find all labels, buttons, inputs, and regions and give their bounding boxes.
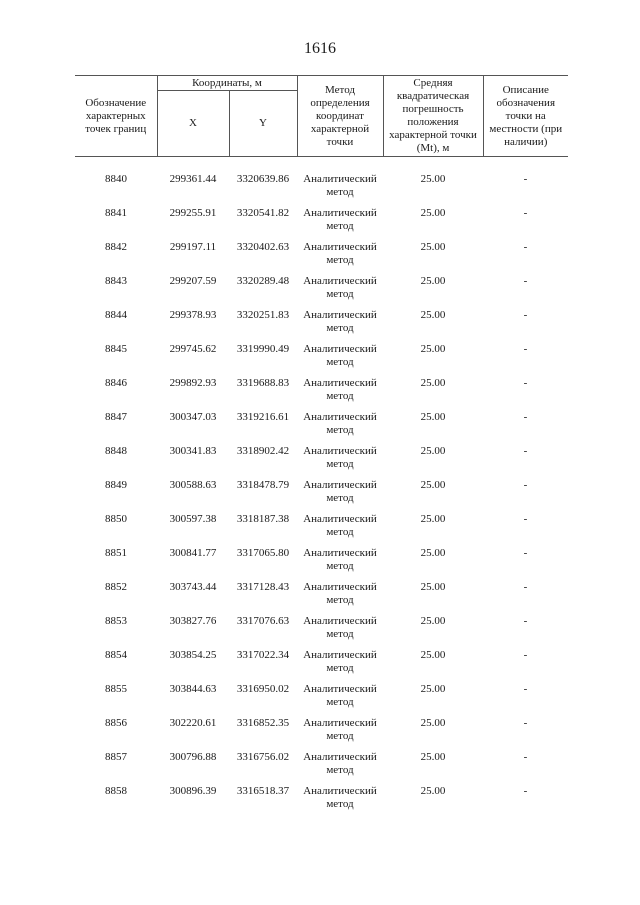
header-y: Y <box>229 91 297 157</box>
cell-point-id: 8849 <box>105 479 127 491</box>
cell-y: 3316756.02 <box>236 751 290 763</box>
cell-description: - <box>523 411 528 423</box>
cell-description: - <box>523 241 528 253</box>
cell-method: Аналитический метод <box>303 683 377 708</box>
table-body <box>75 157 568 820</box>
cell-y: 3318187.38 <box>236 513 290 525</box>
cell-error: 25.00 <box>420 717 446 729</box>
cell-description: - <box>523 309 528 321</box>
table-row <box>75 275 568 309</box>
cell-point-id: 8853 <box>105 615 127 627</box>
cell-method: Аналитический метод <box>303 173 377 198</box>
cell-error: 25.00 <box>420 615 446 627</box>
cell-x: 299892.93 <box>169 377 217 389</box>
table-row <box>75 343 568 377</box>
table-row <box>75 785 568 819</box>
cell-y: 3316852.35 <box>236 717 290 729</box>
cell-point-id: 8847 <box>105 411 127 423</box>
cell-x: 300796.88 <box>169 751 217 763</box>
cell-point-id: 8855 <box>105 683 127 695</box>
cell-description: - <box>523 275 528 287</box>
cell-y: 3317022.34 <box>236 649 290 661</box>
table-row <box>75 547 568 581</box>
cell-method: Аналитический метод <box>303 275 377 300</box>
cell-error: 25.00 <box>420 751 446 763</box>
cell-method: Аналитический метод <box>303 649 377 674</box>
cell-y: 3319688.83 <box>236 377 290 389</box>
table-header <box>75 76 568 157</box>
cell-y: 3320402.63 <box>236 241 290 253</box>
cell-y: 3320251.83 <box>236 309 290 321</box>
cell-point-id: 8852 <box>105 581 127 593</box>
cell-x: 303827.76 <box>169 615 217 627</box>
cell-x: 300347.03 <box>169 411 217 423</box>
header-point-designation: Обозначение характерных точек границ <box>75 76 157 157</box>
cell-description: - <box>523 717 528 729</box>
cell-method: Аналитический метод <box>303 547 377 572</box>
table-row <box>75 717 568 751</box>
cell-x: 302220.61 <box>169 717 217 729</box>
cell-error: 25.00 <box>420 649 446 661</box>
header-coordinates: Координаты, м <box>157 76 297 91</box>
cell-method: Аналитический метод <box>303 411 377 436</box>
cell-x: 299255.91 <box>169 207 217 219</box>
cell-method: Аналитический метод <box>303 581 377 606</box>
cell-y: 3318902.42 <box>236 445 290 457</box>
cell-point-id: 8845 <box>105 343 127 355</box>
header-method: Метод определения координат характерной точки <box>297 76 383 157</box>
cell-y: 3317076.63 <box>236 615 290 627</box>
cell-error: 25.00 <box>420 445 446 457</box>
cell-point-id: 8856 <box>105 717 127 729</box>
cell-point-id: 8858 <box>105 785 127 797</box>
cell-x: 299378.93 <box>169 309 217 321</box>
cell-y: 3320639.86 <box>236 173 290 185</box>
table-row <box>75 751 568 785</box>
cell-point-id: 8848 <box>105 445 127 457</box>
cell-description: - <box>523 547 528 559</box>
cell-y: 3319990.49 <box>236 343 290 355</box>
cell-x: 299745.62 <box>169 343 217 355</box>
table-row <box>75 377 568 411</box>
cell-point-id: 8843 <box>105 275 127 287</box>
cell-error: 25.00 <box>420 785 446 797</box>
cell-method: Аналитический метод <box>303 241 377 266</box>
cell-method: Аналитический метод <box>303 751 377 776</box>
cell-y: 3320541.82 <box>236 207 290 219</box>
cell-x: 299197.11 <box>169 241 217 253</box>
cell-error: 25.00 <box>420 479 446 491</box>
cell-error: 25.00 <box>420 581 446 593</box>
table-row <box>75 581 568 615</box>
table-row <box>75 411 568 445</box>
table-row <box>75 445 568 479</box>
cell-description: - <box>523 377 528 389</box>
cell-x: 300597.38 <box>169 513 217 525</box>
cell-method: Аналитический метод <box>303 717 377 742</box>
cell-method: Аналитический метод <box>303 513 377 538</box>
cell-y: 3320289.48 <box>236 275 290 287</box>
table-row <box>75 309 568 343</box>
cell-point-id: 8842 <box>105 241 127 253</box>
coordinates-table <box>75 75 568 819</box>
cell-y: 3317065.80 <box>236 547 290 559</box>
cell-description: - <box>523 649 528 661</box>
cell-error: 25.00 <box>420 547 446 559</box>
cell-method: Аналитический метод <box>303 479 377 504</box>
cell-error: 25.00 <box>420 275 446 287</box>
cell-x: 303844.63 <box>169 683 217 695</box>
cell-x: 300588.63 <box>169 479 217 491</box>
cell-x: 300841.77 <box>169 547 217 559</box>
table-row <box>75 157 568 208</box>
cell-method: Аналитический метод <box>303 615 377 640</box>
cell-method: Аналитический метод <box>303 343 377 368</box>
cell-error: 25.00 <box>420 683 446 695</box>
cell-description: - <box>523 445 528 457</box>
cell-description: - <box>523 513 528 525</box>
cell-x: 303743.44 <box>169 581 217 593</box>
cell-x: 300896.39 <box>169 785 217 797</box>
cell-x: 299361.44 <box>169 173 217 185</box>
cell-y: 3316950.02 <box>236 683 290 695</box>
table-row <box>75 479 568 513</box>
cell-x: 300341.83 <box>169 445 217 457</box>
cell-description: - <box>523 751 528 763</box>
cell-error: 25.00 <box>420 377 446 389</box>
cell-description: - <box>523 479 528 491</box>
table-row <box>75 649 568 683</box>
header-error: Средняя квадратическая погрешность положения характерной точки (Mt), м <box>383 76 483 157</box>
header-x: X <box>157 91 229 157</box>
cell-point-id: 8857 <box>105 751 127 763</box>
cell-point-id: 8851 <box>105 547 127 559</box>
cell-method: Аналитический метод <box>303 377 377 402</box>
cell-description: - <box>523 581 528 593</box>
cell-error: 25.00 <box>420 513 446 525</box>
cell-description: - <box>523 615 528 627</box>
cell-y: 3317128.43 <box>236 581 290 593</box>
cell-method: Аналитический метод <box>303 445 377 470</box>
cell-point-id: 8844 <box>105 309 127 321</box>
cell-error: 25.00 <box>420 207 446 219</box>
cell-error: 25.00 <box>420 241 446 253</box>
cell-description: - <box>523 173 528 185</box>
cell-method: Аналитический метод <box>303 309 377 334</box>
cell-description: - <box>523 683 528 695</box>
cell-point-id: 8841 <box>105 207 127 219</box>
cell-y: 3318478.79 <box>236 479 290 491</box>
table-row <box>75 207 568 241</box>
cell-description: - <box>523 785 528 797</box>
header-description: Описание обозначения точки на местности (при наличии) <box>483 76 568 157</box>
cell-error: 25.00 <box>420 173 446 185</box>
cell-y: 3316518.37 <box>236 785 290 797</box>
cell-point-id: 8850 <box>105 513 127 525</box>
table-row <box>75 513 568 547</box>
cell-description: - <box>523 207 528 219</box>
cell-description: - <box>523 343 528 355</box>
cell-y: 3319216.61 <box>236 411 290 423</box>
cell-error: 25.00 <box>420 343 446 355</box>
cell-point-id: 8846 <box>105 377 127 389</box>
cell-x: 299207.59 <box>169 275 217 287</box>
cell-point-id: 8840 <box>105 173 127 185</box>
cell-error: 25.00 <box>420 411 446 423</box>
cell-error: 25.00 <box>420 309 446 321</box>
table-row <box>75 615 568 649</box>
cell-x: 303854.25 <box>169 649 217 661</box>
cell-method: Аналитический метод <box>303 785 377 810</box>
table-row <box>75 683 568 717</box>
cell-method: Аналитический метод <box>303 207 377 232</box>
cell-point-id: 8854 <box>105 649 127 661</box>
table-row <box>75 241 568 275</box>
page-number: 1616 <box>304 40 336 57</box>
